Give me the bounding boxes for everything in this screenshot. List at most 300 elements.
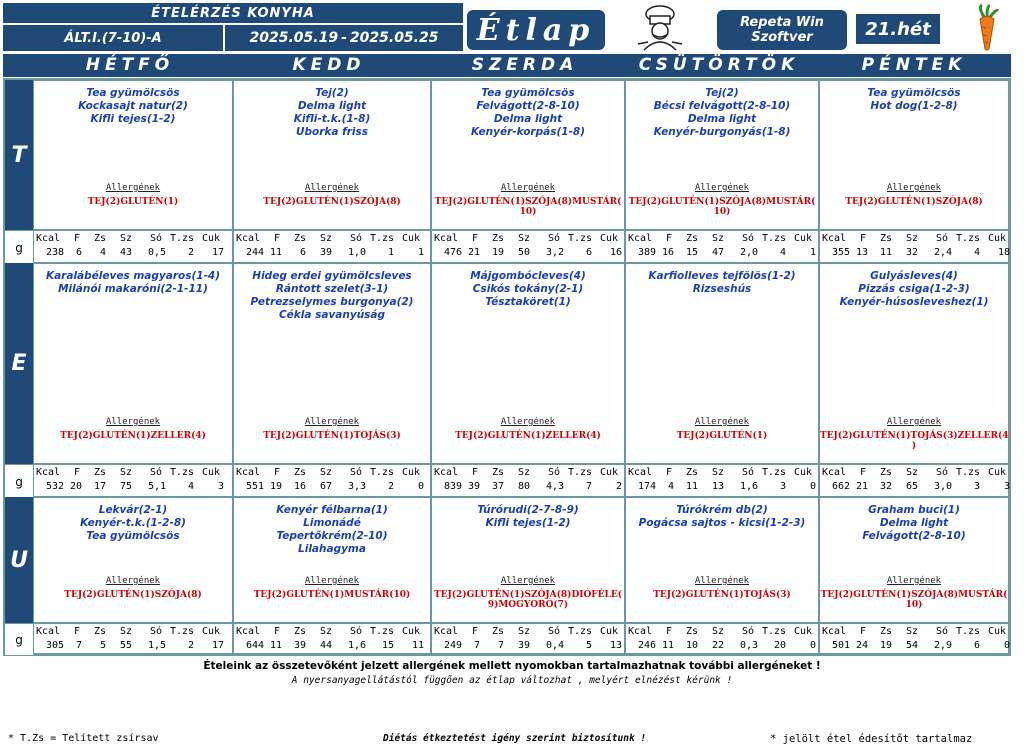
nutrient-value: 1,5 [147,640,166,651]
allergen-list [234,431,430,441]
nutrient-header: Cuk [600,233,619,244]
nutrient-header: Kcal [434,233,459,244]
nutrient-header: T.zs [762,467,787,478]
menu-item: Karfiolleves tejfölös(1-2) [648,270,796,282]
menu-item: Felvágott(2-8-10) [862,530,966,542]
allergen-line: 10) [519,207,537,217]
nutrient-value: 39 [467,481,480,492]
allergen-list [820,431,1008,451]
nutrient-header: Kcal [628,626,653,637]
nutrient-value-row [626,640,818,653]
nutrient-value: 16 [661,247,674,258]
day-header: KEDD [292,55,366,75]
menu-item: Tea gyümölcsös [86,530,180,542]
nutrient-value: 1 [417,247,424,258]
allergen-label-text: Allergének [105,183,161,193]
nutrient-value: 32 [905,247,918,258]
nutrient-header: Zs [880,626,893,637]
menu-item: Graham buci(1) [868,504,960,516]
menu-items [820,87,1008,113]
meal-label: T [5,80,33,230]
menu-items [820,504,1008,543]
nutrient-table [33,623,233,654]
nutrient-value-row [34,640,232,653]
allergen-line: TEJ(2)GLUTÉN(1)ZELLER(4) [455,431,601,441]
menu-item: Petrezselymes burgonya(2) [250,296,414,308]
allergen-line: TEJ(2)GLUTÉN(1)SZÓJA(8)MUSTÁR( [820,590,1008,600]
gram-label: g [5,464,33,499]
nutrient-header: Cuk [794,467,813,478]
nutrient-header: Zs [686,626,699,637]
nutrient-value: 39 [517,640,530,651]
nutrient-header: Kcal [36,626,61,637]
menu-item: Tepertőkrém(2-10) [276,530,388,542]
nutrient-value: 3 [779,481,786,492]
nutrient-value: 11 [411,640,424,651]
nutrient-header: Zs [94,626,107,637]
allergen-line: TEJ(2)GLUTÉN(1)SZÓJA(8)MUSTÁR( [434,197,622,207]
menu-item: Kenyér félbarna(1) [276,504,388,516]
nutrient-value: 662 [831,481,850,492]
nutrient-header: Sz [120,467,133,478]
nutrient-value-row [234,247,430,260]
menu-item: Milánói makaróni(2-1-11) [58,283,208,295]
nutrient-header: F [472,467,479,478]
nutrient-header: Sz [120,626,133,637]
nutrient-value: 37 [491,481,504,492]
nutrient-value: 476 [443,247,462,258]
nutrient-value: 389 [637,247,656,258]
menu-item: Delma light [687,113,757,125]
nutrient-value: 6 [75,247,82,258]
nutrient-header: Cuk [402,467,421,478]
nutrient-header: Só [742,626,755,637]
nutrient-value: 17 [93,481,106,492]
nutrient-header: Sz [906,626,919,637]
nutrient-table [625,230,819,263]
nutrient-header: F [666,626,673,637]
menu-item: Bécsi felvágott(2-8-10) [653,100,791,112]
nutrient-value: 16 [293,481,306,492]
allergen-list [34,197,232,207]
nutrient-header: Sz [906,467,919,478]
nutrient-value-row [234,640,430,653]
allergen-line: 9)MOGYORÓ(7) [487,600,569,610]
allergen-label-text: Allergének [694,576,750,586]
nutrient-value: 17 [211,640,224,651]
allergen-label [432,576,624,586]
allergen-label [432,183,624,193]
allergen-label-text: Allergének [105,417,161,427]
allergen-list [432,197,624,217]
nutrient-header: Só [150,467,163,478]
nutrient-value: 6 [299,247,306,258]
allergen-label [820,183,1008,193]
nutrient-header: Só [350,467,363,478]
nutrient-header: Cuk [202,467,221,478]
allergen-list [432,431,624,441]
nutrient-value: 1 [809,247,816,258]
menu-item: Hot dog(1-2-8) [870,100,958,112]
allergen-list [820,590,1008,610]
nutrient-header: Só [936,233,949,244]
nutrient-header: Kcal [434,626,459,637]
nutrient-value: 44 [319,640,332,651]
menu-cell [33,263,233,464]
nutrient-header: T.zs [956,626,981,637]
allergen-label-text: Allergének [105,576,161,586]
allergen-line: TEJ(2)GLUTÉN(1)SZÓJA(8) [64,590,202,600]
nutrient-value: 1,6 [739,481,758,492]
nutrient-value: 13 [609,640,622,651]
nutrient-header: Zs [94,233,107,244]
nutrient-value: 644 [245,640,264,651]
nutrient-value: 4 [779,247,786,258]
nutrient-header: Zs [686,467,699,478]
day-header: HÉTFŐ [85,55,175,75]
nutrient-header: Sz [712,626,725,637]
nutrient-value: 11 [685,481,698,492]
allergen-list [626,590,818,600]
allergen-line: TEJ(2)GLUTÉN(1) [87,197,179,207]
allergen-list [820,197,1008,207]
menu-items [234,504,430,556]
nutrient-header: T.zs [956,467,981,478]
nutrient-value: 15 [685,247,698,258]
nutrient-header: T.zs [568,233,593,244]
nutrient-header: T.zs [170,626,195,637]
allergen-label-text: Allergének [304,417,360,427]
nutrient-header: F [74,233,81,244]
menu-items [432,87,624,139]
nutrient-value: 244 [245,247,264,258]
allergen-line: TEJ(2)GLUTÉN(1)MUSTÁR(10) [253,590,411,600]
nutrient-value-row [626,247,818,260]
nutrient-value: 839 [443,481,462,492]
nutrient-header: Kcal [236,233,261,244]
nutrient-value: 22 [711,640,724,651]
nutrient-header: Cuk [794,233,813,244]
menu-items [820,270,1008,309]
menu-items [34,504,232,543]
nutrient-value: 551 [245,481,264,492]
nutrient-header: F [860,467,867,478]
nutrient-header: Sz [906,233,919,244]
nutrient-value: 305 [45,640,64,651]
nutrient-header-row [34,233,232,246]
nutrient-header: Zs [686,233,699,244]
nutrient-header: Só [936,626,949,637]
nutrient-header: Zs [492,467,505,478]
nutrient-header: Sz [712,233,725,244]
nutrient-value: 2 [187,247,194,258]
nutrient-header: Kcal [36,467,61,478]
nutrient-value-row [432,247,624,260]
meal-label: U [5,497,33,623]
nutrient-value: 0 [417,481,424,492]
nutrient-table [233,464,431,497]
nutrient-header: T.zs [170,233,195,244]
nutrient-value-row [432,481,624,494]
allergen-label-text: Allergének [886,183,942,193]
menu-items [432,504,624,530]
nutrient-value: 532 [45,481,64,492]
nutrient-value: 32 [879,481,892,492]
nutrient-value-row [234,481,430,494]
nutrient-header: Zs [880,467,893,478]
nutrient-header: F [666,233,673,244]
allergen-line: TEJ(2)GLUTÉN(1)SZÓJA(8) [845,197,983,207]
nutrient-header: Kcal [36,233,61,244]
nutrient-table [33,230,233,263]
date-separator: - [341,30,347,46]
nutrient-header-row [34,467,232,480]
nutrient-header-row [234,233,430,246]
nutrient-value: 4 [667,481,674,492]
nutrient-value: 5,1 [147,481,166,492]
allergen-label [34,576,232,586]
menu-item: Túrókrém db(2) [676,504,768,516]
menu-items [626,504,818,530]
nutrient-table [819,464,1009,497]
nutrient-value: 0,4 [545,640,564,651]
nutrient-value: 10 [685,640,698,651]
menu-item: Karalábéleves magyaros(1-4) [45,270,221,282]
nutrient-header: Zs [294,467,307,478]
allergen-line: TEJ(2)GLUTÉN(1)TOJÁS(3) [653,590,791,600]
nutrient-table [431,623,625,654]
allergen-label-text: Allergének [304,183,360,193]
footer-change-note: A nyersanyagellátástól függően az étlap változhat , melyért elnézést kérünk ! [291,675,733,686]
nutrient-value: 2 [187,640,194,651]
nutrient-value: 6 [585,247,592,258]
nutrient-value: 3,2 [545,247,564,258]
nutrient-value: 3 [973,481,980,492]
nutrient-header: Kcal [434,467,459,478]
nutrient-header: Só [350,626,363,637]
menu-item: Kifli tejes(1-2) [90,113,176,125]
nutrient-header-row [432,467,624,480]
nutrient-header: F [472,233,479,244]
menu-cell [625,80,819,230]
nutrient-header-row [626,626,818,639]
nutrient-header: F [274,626,281,637]
nutrient-value-row [34,247,232,260]
menu-item: Kockasajt natur(2) [78,100,188,112]
allergen-line: TEJ(2)GLUTÉN(1)SZÓJA(8) [263,197,401,207]
nutrient-header-row [432,233,624,246]
date-range-box [225,25,463,51]
allergen-list [626,197,818,217]
allergen-line: TEJ(2)GLUTÉN(1)TOJÁS(3) [263,431,401,441]
nutrient-value: 501 [831,640,850,651]
nutrient-header: Zs [94,467,107,478]
week-number: 21.hét [865,18,931,40]
nutrient-value: 0 [809,640,816,651]
allergen-label [34,183,232,193]
nutrient-header: T.zs [956,233,981,244]
menu-item: Lekvár(2-1) [98,504,168,516]
nutrient-header: Cuk [202,626,221,637]
nutrient-value: 3 [1003,481,1010,492]
nutrient-header: T.zs [370,467,395,478]
allergen-label [234,417,430,427]
nutrient-value: 355 [831,247,850,258]
nutrient-value: 7 [585,481,592,492]
nutrient-table [819,623,1009,654]
nutrient-table [33,464,233,497]
nutrient-header: Kcal [628,467,653,478]
menu-item: Rántott szelet(3-1) [275,283,389,295]
nutrient-header: Só [150,626,163,637]
nutrient-header: F [666,467,673,478]
nutrient-header: Kcal [236,626,261,637]
nutrient-table [625,623,819,654]
allergen-label-text: Allergének [304,576,360,586]
nutrient-header: Cuk [402,233,421,244]
menu-item: Uborka friss [295,126,368,138]
nutrient-header-row [820,233,1008,246]
menu-item: Pogácsa sajtos - kicsi(1-2-3) [638,517,806,529]
nutrient-header: F [74,467,81,478]
menu-item: Kenyér-korpás(1-8) [470,126,586,138]
nutrient-header: Sz [320,467,333,478]
allergen-label-text: Allergének [500,576,556,586]
nutrient-value: 39 [319,247,332,258]
nutrient-value: 13 [855,247,868,258]
nutrient-header: F [472,626,479,637]
menu-cell [819,263,1009,464]
nutrient-value-row [820,247,1008,260]
nutrient-value: 4 [99,247,106,258]
menu-item: Rizseshús [692,283,752,295]
nutrient-header: F [860,626,867,637]
nutrient-header-row [820,626,1008,639]
menu-cell [33,497,233,623]
nutrient-value: 2 [387,481,394,492]
nutrient-header: Só [742,467,755,478]
menu-item: Delma light [297,100,367,112]
software-box [717,10,847,50]
nutrient-value: 11 [661,640,674,651]
menu-item: Kenyér-t.k.(1-2-8) [80,517,186,529]
nutrient-value: 17 [211,247,224,258]
footer-tzs-note: * T.Zs = Telített zsírsav [8,733,159,744]
footer-allergen-note: Ételeink az összetevőként jelzett allergének mellett nyomokban tartalmazhatnak további allergéneket ! [203,660,821,672]
nutrient-header: Zs [492,626,505,637]
menu-cell [819,80,1009,230]
allergen-line: TEJ(2)GLUTÉN(1) [676,431,768,441]
nutrient-header: Só [548,233,561,244]
nutrient-header: Só [548,626,561,637]
menu-item: Delma light [879,517,949,529]
menu-grid [3,78,1011,656]
nutrient-value: 249 [443,640,462,651]
nutrient-value: 1,6 [347,640,366,651]
nutrient-value: 20 [773,640,786,651]
menu-items [234,270,430,322]
nutrient-value: 50 [517,247,530,258]
nutrient-header: F [274,233,281,244]
nutrient-value: 4 [973,247,980,258]
allergen-line: 10) [713,207,731,217]
allergen-label [34,417,232,427]
nutrient-value-row [34,481,232,494]
menu-item: Tea gyümölcsös [481,87,575,99]
nutrient-value: 18 [997,247,1010,258]
allergen-list [34,590,232,600]
nutrient-header: Só [150,233,163,244]
nutrient-value: 7 [497,640,504,651]
nutrient-value: 21 [855,481,868,492]
nutrient-header-row [432,626,624,639]
allergen-list [234,590,430,600]
nutrient-value: 0 [809,481,816,492]
nutrient-value: 1 [387,247,394,258]
carrot-icon [970,5,1004,51]
nutrient-value: 2 [615,481,622,492]
gram-label: g [5,623,33,656]
nutrient-header: Só [350,233,363,244]
nutrient-table [819,230,1009,263]
nutrient-header-row [34,626,232,639]
nutrient-header: Zs [294,626,307,637]
nutrient-value: 2,4 [933,247,952,258]
nutrient-value: 5 [585,640,592,651]
nutrient-value: 3,3 [347,481,366,492]
nutrient-header: Cuk [402,626,421,637]
allergen-label [626,183,818,193]
menu-item: Limonádé [303,517,361,529]
nutrient-value: 2,0 [739,247,758,258]
menu-item: Kifli tejes(1-2) [485,517,571,529]
menu-item: Delma light [493,113,563,125]
menu-item: Kifli-t.k.(1-8) [293,113,371,125]
software-name-line1: Repeta Win [740,15,824,30]
nutrient-value: 4 [187,481,194,492]
allergen-list [432,590,624,610]
nutrient-header: Só [742,233,755,244]
nutrient-header: Sz [120,233,133,244]
nutrient-header: Zs [880,233,893,244]
nutrient-value: 0 [1003,640,1010,651]
nutrient-header-row [626,233,818,246]
nutrient-header: T.zs [762,233,787,244]
allergen-line: TEJ(2)GLUTÉN(1)TOJÁS(3)ZELLER(4 [820,431,1009,441]
title-box [467,10,605,50]
allergen-list [234,197,430,207]
nutrient-value: 11 [269,640,282,651]
menu-item: Tej(2) [705,87,739,99]
menu-item: Túrórudi(2-7-8-9) [477,504,579,516]
nutrient-header: Kcal [236,467,261,478]
chef-icon [630,4,690,52]
nutrient-value: 15 [381,640,394,651]
nutrient-value: 6 [973,640,980,651]
date-to: 2025.05.25 [349,30,439,46]
nutrient-value: 238 [45,247,64,258]
nutrient-value: 3 [217,481,224,492]
nutrient-value: 1,0 [347,247,366,258]
allergen-list [626,431,818,441]
nutrient-header: T.zs [568,467,593,478]
nutrient-header: T.zs [762,626,787,637]
nutrient-value: 7 [75,640,82,651]
nutrient-table [625,464,819,497]
menu-cell [431,263,625,464]
allergen-label [432,417,624,427]
nutrient-value: 43 [119,247,132,258]
